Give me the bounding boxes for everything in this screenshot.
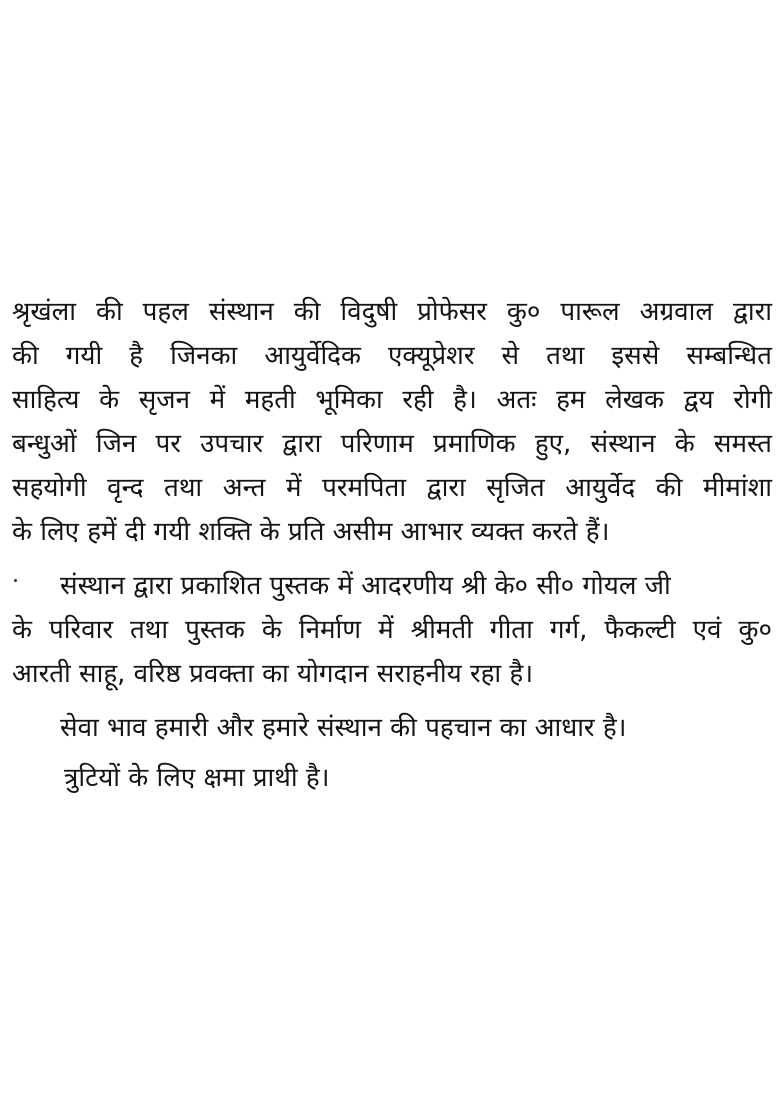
text-line: बन्धुओं जिन पर उपचार द्वारा परिणाम प्रमाणिक हुए, संस्थान के समस्त bbox=[12, 429, 772, 459]
body-text bbox=[12, 290, 772, 800]
text-line: साहित्य के सृजन में महती भूमिका रही है। अतः हम लेखक द्वय रोगी bbox=[12, 385, 772, 415]
text-line: सेवा भाव हमारी और हमारे संस्थान की पहचान का आधार है। bbox=[60, 713, 627, 743]
paragraph-publication-credits bbox=[12, 564, 772, 696]
text-line: के लिए हमें दी गयी शक्ति के प्रति असीम आभार व्यक्त करते हैं। bbox=[12, 517, 610, 547]
scan-speck bbox=[14, 579, 17, 582]
text-line: की गयी है जिनका आयुर्वेदिक एक्यूप्रेशर से तथा इससे सम्बन्धित bbox=[12, 341, 772, 371]
paragraph-service-motto bbox=[12, 706, 772, 750]
text-line: श्रृखंला की पहल संस्थान की विदुषी प्रोफेसर कु० पारूल अग्रवाल द्वारा bbox=[12, 297, 772, 327]
text-line: त्रुटियों के लिए क्षमा प्राथी है। bbox=[64, 763, 330, 793]
text-line: आरती साहू, वरिष्ठ प्रवक्ता का योगदान सराहनीय रहा है। bbox=[12, 659, 534, 689]
text-line: के परिवार तथा पुस्तक के निर्माण में श्रीमती गीता गर्ग, फैकल्टी एवं कु० bbox=[12, 615, 772, 645]
text-line: संस्थान द्वारा प्रकाशित पुस्तक में आदरणीय श्री के० सी० गोयल जी bbox=[60, 571, 671, 601]
paragraph-acknowledgement bbox=[12, 290, 772, 554]
paragraph-apology bbox=[12, 756, 772, 800]
text-line: सहयोगी वृन्द तथा अन्त में परमपिता द्वारा सृजित आयुर्वेद की मीमांशा bbox=[12, 473, 772, 503]
